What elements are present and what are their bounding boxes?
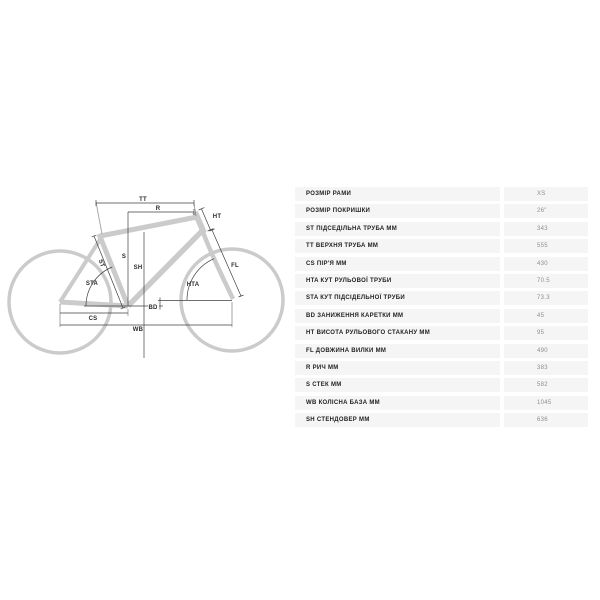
row-label: S СТЕК ММ [295, 378, 500, 392]
row-value: 582 [504, 378, 588, 392]
table-row [295, 274, 588, 288]
dim-label-tt: TT [139, 197, 147, 203]
row-label: РОЗМІР РАМИ [295, 187, 500, 201]
dim-label-wb: WB [132, 327, 144, 333]
row-label: CS ПІР'Я ММ [295, 257, 500, 271]
row-value: 70.5 [504, 274, 588, 288]
table-row [295, 309, 588, 323]
bike-geometry-diagram [0, 170, 300, 430]
row-label: ST ПІДСЕДІЛЬНА ТРУБА ММ [295, 222, 500, 236]
row-value: 95 [504, 326, 588, 340]
dim-label-cs: CS [88, 316, 98, 322]
row-label: HTA КУТ РУЛЬОВОЇ ТРУБИ [295, 274, 500, 288]
row-value: 73.3 [504, 291, 588, 305]
table-row [295, 413, 588, 427]
row-value: 26" [504, 204, 588, 218]
dim-label-hta: HTA [186, 282, 200, 288]
row-value: 430 [504, 257, 588, 271]
row-value: 555 [504, 239, 588, 253]
table-row [295, 222, 588, 236]
row-value: 45 [504, 309, 588, 323]
dim-label-sh: SH [133, 265, 143, 271]
table-row [295, 204, 588, 218]
row-value: 490 [504, 344, 588, 358]
row-label: BD ЗАНИЖЕННЯ КАРЕТКИ ММ [295, 309, 500, 323]
row-label: РОЗМІР ПОКРИШКИ [295, 204, 500, 218]
row-label: STA КУТ ПІДСІДЕЛЬНОЇ ТРУБИ [295, 291, 500, 305]
geometry-table [295, 187, 588, 430]
row-label: SH СТЕНДОВЕР ММ [295, 413, 500, 427]
table-row [295, 257, 588, 271]
row-value: 1045 [504, 396, 588, 410]
table-row [295, 378, 588, 392]
table-row [295, 361, 588, 375]
row-value: XS [504, 187, 588, 201]
dim-label-s: S [121, 254, 127, 260]
dim-label-st: ST [96, 258, 106, 269]
row-label: WB КОЛІСНА БАЗА ММ [295, 396, 500, 410]
table-row [295, 291, 588, 305]
dim-label-ht: HT [212, 214, 222, 220]
table-row [295, 344, 588, 358]
dim-label-fl: FL [231, 263, 239, 269]
row-value: 383 [504, 361, 588, 375]
dim-label-r: R [155, 206, 161, 212]
dim-label-bd: BD [148, 305, 158, 311]
table-row [295, 239, 588, 253]
row-value: 636 [504, 413, 588, 427]
table-row [295, 187, 588, 201]
row-label: FL ДОВЖИНА ВИЛКИ ММ [295, 344, 500, 358]
row-value: 343 [504, 222, 588, 236]
dim-label-sta: STA [85, 281, 99, 287]
table-row [295, 396, 588, 410]
row-label: TT ВЕРХНЯ ТРУБА ММ [295, 239, 500, 253]
table-row [295, 326, 588, 340]
row-label: R РИЧ ММ [295, 361, 500, 375]
row-label: HT ВИСОТА РУЛЬОВОГО СТАКАНУ ММ [295, 326, 500, 340]
